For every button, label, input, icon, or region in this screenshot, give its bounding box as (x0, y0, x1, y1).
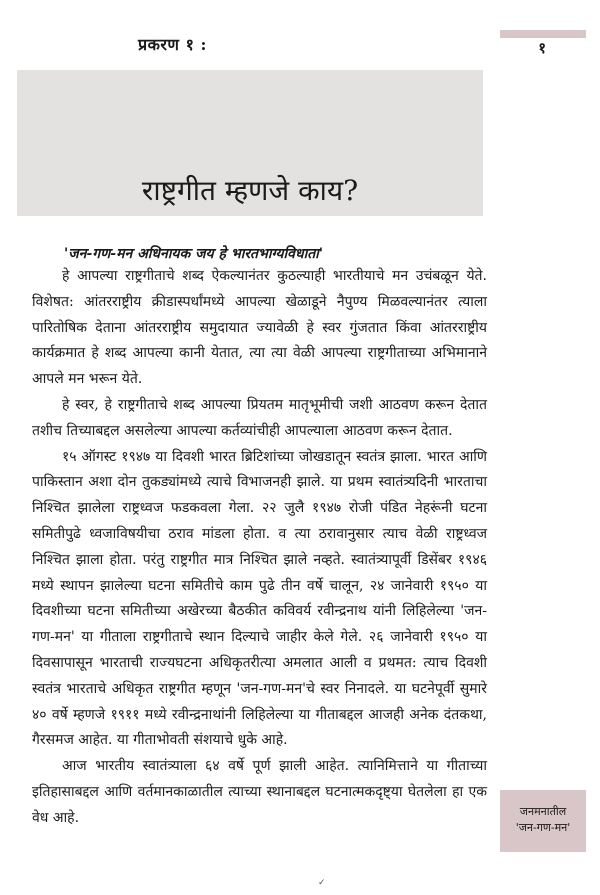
side-label-line-2: 'जन-गण-मन' (515, 821, 571, 834)
epigraph: 'जन-गण-मन अधिनायक जय हे भारतभाग्यविधाता' (64, 246, 324, 262)
footer-mark: ✓ (318, 878, 326, 888)
paragraph-4: आज भारतीय स्वातंत्र्याला ६४ वर्षे पूर्ण झाली आहेत. त्यानिमित्ताने या गीताच्या इतिहासाबद्दल आणि वर्तमानकाळातील त्याच्या स्थानाबद्दल घटनात्मकदृष्ट्या घेतलेला हा एक वेध आहे. (32, 758, 487, 826)
paragraph-2: हे स्वर, हे राष्ट्रगीताचे शब्द आपल्या प्रियतम मातृभूमीची जशी आठवण करून देतात तशीच तिच्याबद्दल असलेल्या आपल्या कर्तव्यांचीही आपल्याला आठवण करून देतात. (32, 396, 487, 439)
body-text (32, 264, 487, 832)
paragraph-1: हे आपल्या राष्ट्रगीताचे शब्द ऐकल्यानंतर कुठल्याही भारतीयाचे मन उचंबळून येते. विशेषत: आंतरराष्ट्रीय क्रीडास्पर्धांमध्ये आपल्या खेळाडूने नैपुण्य मिळवल्यानंतर त्याला पारितोषिक देताना आंतरराष्ट्रीय समुदायात ज्यावेळी हे स्वर गुंजतात किंवा आंतरराष्ट्रीय कार्यक्रमात हे शब्द आपल्या कानी येतात, त्या त्या वेळी आपल्या राष्ट्रगीताच्या अभिमानाने आपले मन भरून येते. (32, 268, 487, 388)
side-label-line-1: जनमनातील (519, 805, 567, 818)
title-banner (17, 70, 483, 216)
page-number-band (500, 30, 586, 38)
chapter-label: प्रकरण १ : (138, 35, 207, 54)
paragraph-3: १५ ऑगस्ट १९४७ या दिवशी भारत ब्रिटिशांच्या जोखडातून स्वतंत्र झाला. भारत आणि पाकिस्तान अशा दोन तुकड्यांमध्ये त्याचे विभाजनही झाले. या प्रथम स्वातंत्र्यदिनी भारताचा निश्चित झालेला राष्ट्रध्वज फडकवला गेला. २२ जुलै १९४७ रोजी पंडित नेहरूंनी घटना समितीपुढे ध्वजाविषयीचा ठराव मांडला होता. व त्या ठरावानुसार त्याच वेळी राष्ट्रध्वज निश्चित झाला होता. परंतु राष्ट्रगीत मात्र निश्चित झाले नव्हते. स्वातंत्र्यापूर्वी डिसेंबर १९४६ मध्ये स्थापन झालेल्या घटना समितीचे काम पुढे तीन वर्षे चालून, २४ जानेवारी १९५० या दिवशीच्या घटना समितीच्या अखेरच्या बैठकीत कविवर्य रवीन्द्रनाथ यांनी लिहिलेल्या 'जन-गण-मन' या गीताला राष्ट्रगीताचे स्थान दिल्याचे जाहीर केले गेले. २६ जानेवारी १९५० या दिवसापासून भारताची राज्यघटना अधिकृतरीत्या अमलात आली व प्रथमत: त्याच दिवशी स्वतंत्र भारताचे अधिकृत राष्ट्रगीत म्हणून 'जन-गण-मन'चे स्वर निनादले. या घटनेपूर्वी सुमारे ४० वर्षे म्हणजे १९११ मध्ये रवीन्द्रनाथांनी लिहिलेल्या या गीताबद्दल आजही अनेक दंतकथा, गैरसमज आहेत. या गीताभोवती संशयाचे धुके आहे. (32, 448, 487, 749)
chapter-title: राष्ट्रगीत म्हणजे काय? (141, 173, 359, 207)
page-number: १ (538, 39, 546, 57)
